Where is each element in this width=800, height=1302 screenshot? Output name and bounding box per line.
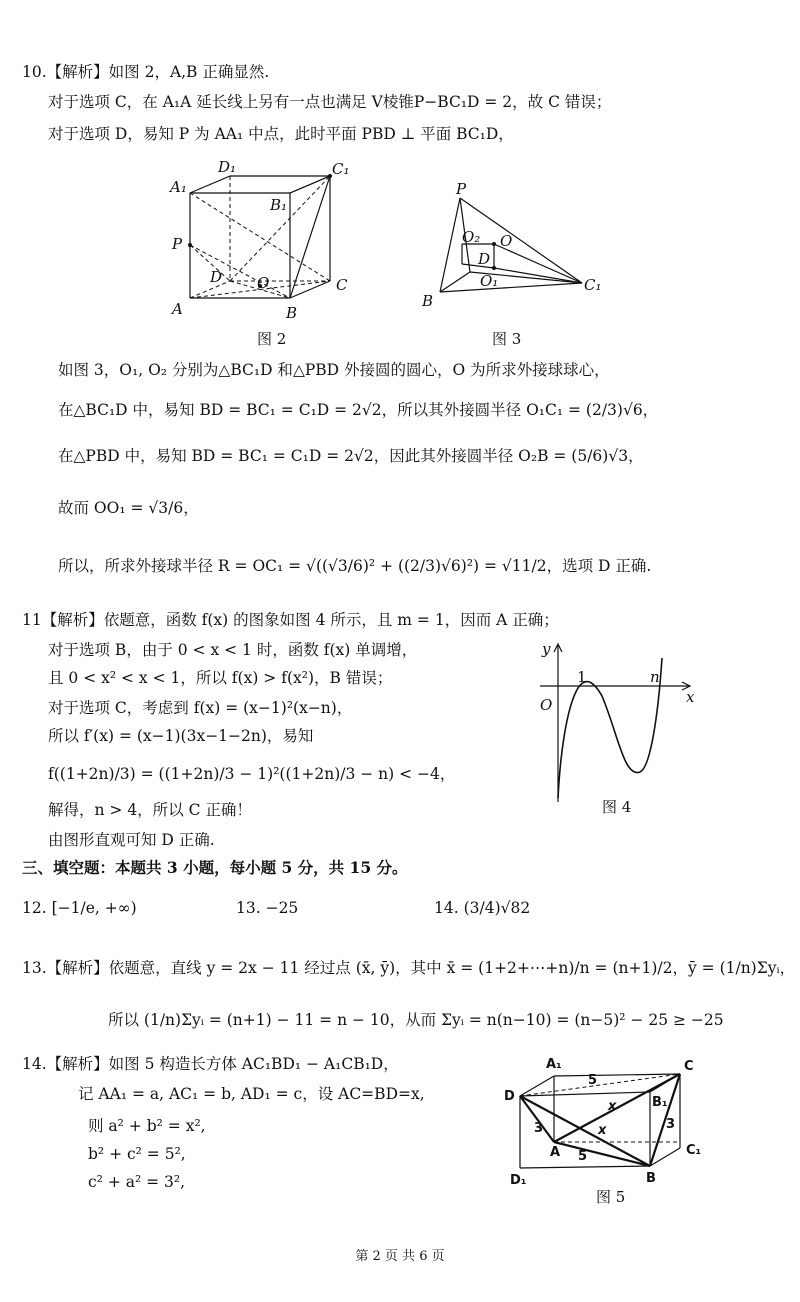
label-B1: B₁ <box>270 196 288 214</box>
q10-line-4: 如图 3，O₁, O₂ 分别为△BC₁D 和△PBD 外接圆的圆心，O 为所求外接球球心， <box>58 361 610 379</box>
label-P: P <box>172 235 183 253</box>
label-O: O <box>500 232 513 250</box>
section-3-title: 三、填空题：本题共 3 小题，每小题 5 分，共 15 分。 <box>22 858 408 877</box>
label-C1: C₁ <box>332 160 350 178</box>
q11-line-6: f((1+2n)/3) = ((1+2n)/3 − 1)²((1+2n)/3 − n) < −4， <box>48 765 456 783</box>
q11-line-8: 由图形直观可知 D 正确. <box>48 831 215 849</box>
label-D1: D₁ <box>218 160 237 176</box>
label-O: O <box>257 274 270 292</box>
figure-3-caption: 图 3 <box>492 330 522 348</box>
edge-label-x-mid: x <box>598 1123 607 1138</box>
q10-line-2: 对于选项 C，在 A₁A 延长线上另有一点也满足 V棱锥P−BC₁D = 2，故 C 错误； <box>48 93 612 111</box>
q11-line-7: 解得，n > 4，所以 C 正确！ <box>48 801 252 819</box>
edge-label-x-top: x <box>608 1099 617 1114</box>
figure-4-caption: 图 4 <box>602 798 632 816</box>
label-O1: O₁ <box>480 272 499 290</box>
q13-line-1: 13.【解析】依题意，直线 y = 2x − 11 经过点 (x̄, ȳ)，其中 x̄ = (1+2+⋯+n)/n = (n+1)/2，ȳ = (1/n)Σyᵢ， <box>22 959 796 977</box>
q11-line-1: 11【解析】依题意，函数 f(x) 的图象如图 4 所示，且 m = 1，因而 A 正确； <box>22 611 559 629</box>
label-D: D <box>478 250 491 268</box>
q13-line-2: 所以 (1/n)Σyᵢ = (n+1) − 11 = n − 10，从而 Σyᵢ = n(n−10) = (n−5)² − 25 ≥ −25 <box>108 1011 724 1029</box>
q11-line-5: 所以 f′(x) = (x−1)(3x−1−2n)，易知 <box>48 727 314 745</box>
label-D: D <box>210 268 223 286</box>
q14-line-2: 记 AA₁ = a, AC₁ = b, AD₁ = c，设 AC=BD=x, <box>78 1085 425 1103</box>
label-C: C <box>336 276 348 294</box>
edge-label-3-left: 3 <box>534 1121 544 1136</box>
label-B: B <box>422 292 434 310</box>
figure-2-caption: 图 2 <box>257 330 287 348</box>
q11-line-3: 且 0 < x² < x < 1，所以 f(x) > f(x²)，B 错误； <box>48 669 393 687</box>
tick-label-1: 1 <box>577 668 587 686</box>
figure-5-cuboid <box>500 1052 720 1192</box>
label-A1: A₁ <box>170 178 187 196</box>
q11-line-2: 对于选项 B，由于 0 < x < 1 时，函数 f(x) 单调增， <box>48 641 418 659</box>
q10-line-6: 在△PBD 中，易知 BD = BC₁ = C₁D = 2√2，因此其外接圆半径 O₂B = (5/6)√3， <box>58 447 644 465</box>
label-C1: C₁ <box>686 1143 702 1158</box>
figure-5-caption: 图 5 <box>596 1188 626 1206</box>
label-C1: C₁ <box>584 276 602 294</box>
q10-line-8: 所以，所求外接球半径 R = OC₁ = √((√3/6)² + ((2/3)√6)²) = √11/2，选项 D 正确. <box>58 557 652 575</box>
figure-4-graph <box>530 638 710 808</box>
label-P: P <box>456 180 467 198</box>
q10-line-3: 对于选项 D，易知 P 为 AA₁ 中点，此时平面 PBD ⊥ 平面 BC₁D， <box>48 125 514 143</box>
label-B1: B₁ <box>652 1095 668 1110</box>
label-A: A <box>550 1145 561 1160</box>
q10-line-1: 10.【解析】如图 2，A,B 正确显然. <box>22 63 270 81</box>
axis-label-x: x <box>686 688 695 706</box>
q14-line-4: b² + c² = 5², <box>88 1145 186 1163</box>
label-D: D <box>504 1089 515 1104</box>
tick-label-n: n <box>650 668 660 686</box>
label-D1: D₁ <box>510 1173 527 1188</box>
figure-3-tetrahedron <box>410 180 610 310</box>
q10-line-5: 在△BC₁D 中，易知 BD = BC₁ = C₁D = 2√2，所以其外接圆半径 O₁C₁ = (2/3)√6， <box>58 401 659 419</box>
q14-line-1: 14.【解析】如图 5 构造长方体 AC₁BD₁ − A₁CB₁D， <box>22 1055 399 1073</box>
page-footer: 第 2 页 共 6 页 <box>355 1249 445 1264</box>
answer-12: 12. [−1/e, +∞) <box>22 899 137 917</box>
label-A1: A₁ <box>546 1057 562 1072</box>
q11-line-4: 对于选项 C，考虑到 f(x) = (x−1)²(x−n)， <box>48 699 353 717</box>
label-O2: O₂ <box>462 228 481 246</box>
label-A: A <box>172 300 183 318</box>
edge-label-5-top: 5 <box>588 1073 598 1088</box>
label-C: C <box>684 1059 694 1074</box>
q10-line-7: 故而 OO₁ = √3/6， <box>58 499 199 517</box>
q14-line-3: 则 a² + b² = x², <box>88 1117 206 1135</box>
answer-14: 14. (3/4)√82 <box>434 899 531 917</box>
edge-label-3-right: 3 <box>666 1117 676 1132</box>
q14-line-5: c² + a² = 3², <box>88 1173 186 1191</box>
label-B: B <box>646 1171 656 1186</box>
edge-label-5-bottom: 5 <box>578 1149 588 1164</box>
answer-13: 13. −25 <box>236 899 299 917</box>
axis-label-y: y <box>542 640 551 658</box>
label-B: B <box>286 304 298 320</box>
origin-label: O <box>540 696 553 714</box>
figure-2-cube <box>160 160 360 320</box>
